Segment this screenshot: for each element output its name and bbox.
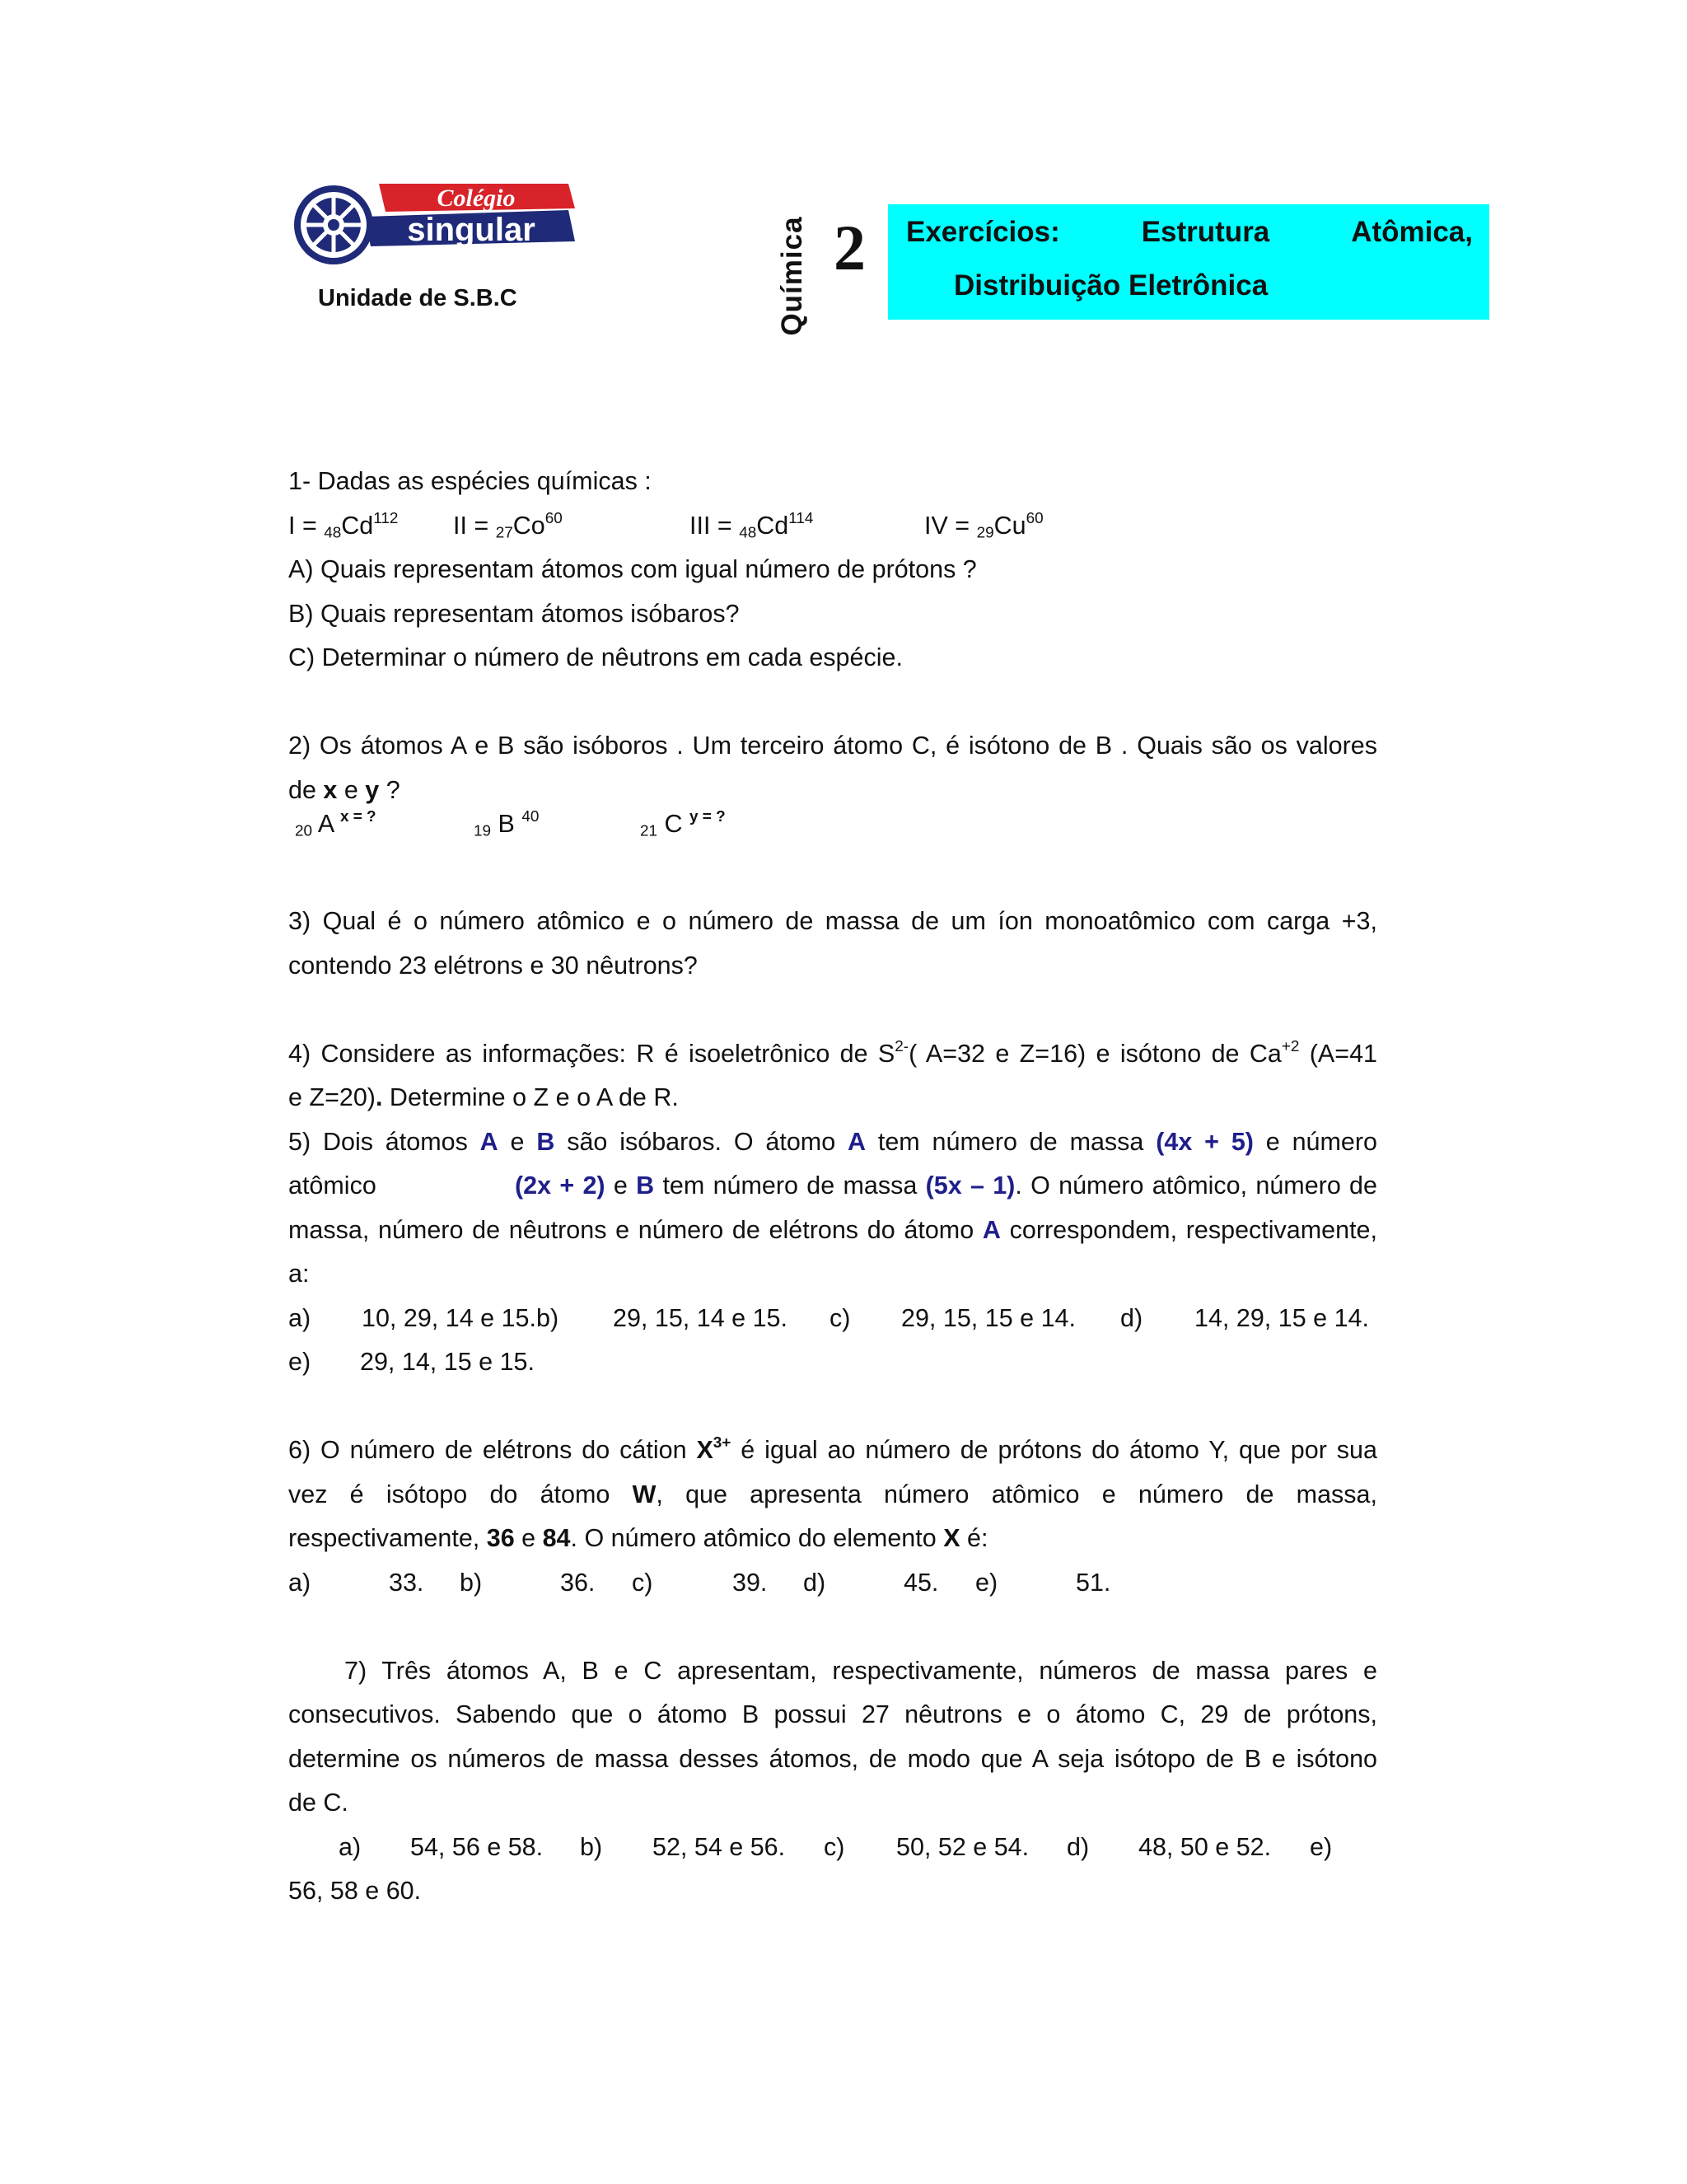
logo-top-text: Colégio <box>437 185 516 212</box>
q1-c: C) Determinar o número de nêutrons em cada espécie. <box>288 643 903 671</box>
atom-a: $_{20}$ A $^{x = ?}$ <box>295 807 376 840</box>
q1-b: B) Quais representam átomos isóbaros? <box>288 599 740 628</box>
q5-line-4: a: <box>288 1260 310 1288</box>
exercise-content <box>288 460 1377 1914</box>
q1-stem: 1- Dadas as espécies químicas : <box>288 467 652 495</box>
q2-atoms-row <box>288 807 1377 849</box>
q2-line-2: de x e y ? <box>288 775 400 804</box>
q5-options: a) 10, 29, 14 e 15.b) 29, 15, 14 e 15. c) 29, 15, 15 e 14. d) 14, 29, 15 e 14. <box>288 1303 1369 1332</box>
q2-line-1: 2) Os átomos A e B são isóboros . Um terceiro átomo C, é isótono de B . Quais são os valores <box>288 732 1377 760</box>
q5-line-2: atômico (2x + 2) e B tem número de massa (5x – 1). O número atômico, número de <box>288 1172 1377 1200</box>
title-word: Atômica, <box>1351 216 1473 248</box>
species-3: III = $_{48}Cd^{114}$ <box>689 509 814 542</box>
q6-line-2: vez é isótopo do átomo W, que apresenta número atômico e número de massa, <box>288 1480 1377 1508</box>
logo-bottom-text: singular <box>407 212 535 248</box>
q4-line-1: 4) Considere as informações: R é isoeletrônico de $S^{2-}$( A=32 e Z=16) e isótono de $Ca^{+2}$ (A=41 <box>288 1037 1377 1068</box>
q7-line-1: 7) Três átomos A, B e C apresentam, respectivamente, números de massa pares e <box>344 1656 1377 1685</box>
subject-label: Química <box>776 216 808 336</box>
q3-line-2: contendo 23 elétrons e 30 nêutrons? <box>288 951 698 980</box>
q1-a: A) Quais representam átomos com igual número de prótons ? <box>288 555 977 583</box>
species-4: IV = $_{29}Cu^{60}$ <box>924 509 1044 542</box>
q1-species-row <box>288 504 1377 549</box>
title-line-2: Distribuição Eletrônica <box>954 269 1269 302</box>
q7-line-4: de C. <box>288 1789 348 1817</box>
q6-line-3: respectivamente, 36 e 84. O número atômico do elemento X é: <box>288 1524 988 1552</box>
q5-line-1: 5) Dois átomos A e B são isóbaros. O átomo A tem número de massa (4x + 5) e número <box>288 1127 1378 1156</box>
unit-label: Unidade de S.B.C <box>318 285 517 311</box>
title-word: Estrutura <box>1141 216 1270 248</box>
atom-c: $_{21}$ C $^{y = ?}$ <box>640 807 726 840</box>
title-word: Exercícios: <box>906 216 1060 248</box>
q7-line-2: consecutivos. Sabendo que o átomo B possui 27 nêutrons e o átomo C, 29 de prótons, <box>288 1700 1377 1728</box>
q3-line-1: 3) Qual é o número atômico e o número de massa de um íon monoatômico com carga +3, <box>288 907 1377 935</box>
q4-line-2: e Z=20). Determine o Z e o A de R. <box>288 1083 679 1111</box>
title-box <box>888 204 1489 320</box>
species-1: $I = _{48}Cd^{112}$ <box>288 509 399 542</box>
species-2: II = $_{27}Co^{60}$ <box>453 509 563 542</box>
subject-label-wrap <box>772 214 813 338</box>
atom-b: $_{19}$ B $^{40}$ <box>474 807 540 840</box>
q5-options-2: e) 29, 14, 15 e 15. <box>288 1348 535 1376</box>
q7-line-3: determine os números de massa desses átomos, de modo que A seja isótopo de B e isótono <box>288 1744 1377 1773</box>
q7-last-line: 56, 58 e 60. <box>288 1877 422 1905</box>
worksheet-number: 2 <box>834 212 866 283</box>
q6-line-1: 6) O número de elétrons do cátion $X^{3+}$ é igual ao número de prótons do átomo Y, que por sua <box>288 1433 1377 1464</box>
school-logo <box>288 177 577 274</box>
q5-line-3: massa, número de nêutrons e número de elétrons do átomo A correspondem, respectivamente, <box>288 1215 1377 1244</box>
q7-options: a) 54, 56 e 58. b) 52, 54 e 56. c) 50, 52 e 54. d) 48, 50 e 52. e) <box>339 1832 1333 1861</box>
title-line-1 <box>906 216 1473 249</box>
q6-options: a) 33. b) 36. c) 39. d) 45. e) 51. <box>288 1568 1111 1597</box>
